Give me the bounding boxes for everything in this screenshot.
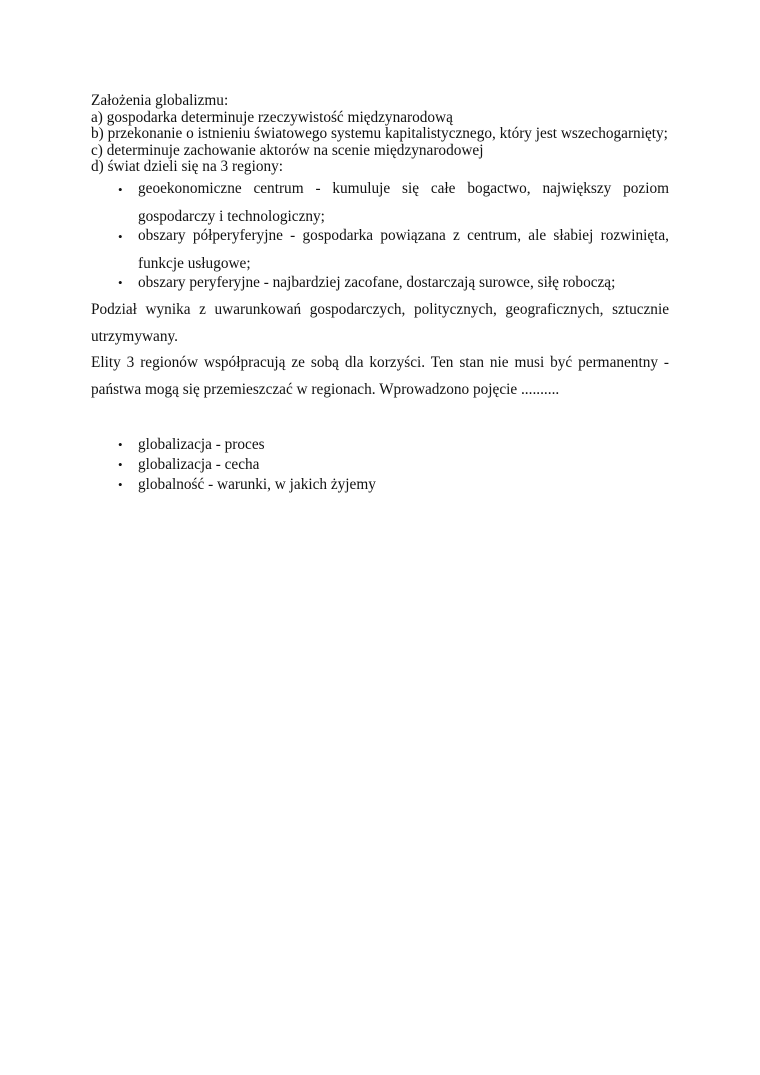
term-text: globalność - warunki, w jakich żyjemy — [138, 476, 376, 493]
region-list-item — [118, 274, 669, 291]
heading: Założenia globalizmu: — [91, 92, 229, 109]
assumption-b: b) przekonanie o istnieniu światowego systemu kapitalistycznego, który jest wszechogarnięty; — [91, 125, 668, 142]
bullet-icon: • — [118, 477, 123, 492]
paragraph-division: Podział wynika z uwarunkowań gospodarczych, politycznych, geograficznych, sztucznie utrzymywany. — [91, 301, 669, 345]
bullet-icon: • — [118, 437, 123, 452]
bullet-icon: • — [118, 182, 123, 197]
term-text: globalizacja - cecha — [138, 456, 260, 473]
bullet-icon: • — [118, 229, 123, 244]
term-list-item — [118, 436, 669, 453]
term-text: globalizacja - proces — [138, 436, 265, 453]
region-text: obszary półperyferyjne - gospodarka powiązana z centrum, ale słabiej rozwinięta, funkcje usługowe; — [138, 227, 669, 272]
assumption-c: c) determinuje zachowanie aktorów na scenie międzynarodowej — [91, 141, 484, 159]
region-list-item — [118, 228, 669, 278]
bullet-icon: • — [118, 275, 123, 290]
term-list-item — [118, 476, 669, 493]
assumption-a: a) gospodarka determinuje rzeczywistość międzynarodową — [91, 108, 453, 126]
region-text: obszary peryferyjne - najbardziej zacofane, dostarczają surowce, siłę roboczą; — [138, 274, 616, 291]
bullet-icon: • — [118, 457, 123, 472]
assumption-d: d) świat dzieli się na 3 regiony: — [91, 158, 284, 175]
paragraph-elites: Elity 3 regionów współpracują ze sobą dla korzyści. Ten stan nie musi być permanentny - państwa mogą się przemieszczać w regionach. Wprowadzono pojęcie .......... — [91, 354, 669, 398]
term-list-item — [118, 456, 669, 473]
region-text: geoekonomiczne centrum - kumuluje się całe bogactwo, największy poziom gospodarczy i technologiczny; — [138, 180, 669, 225]
